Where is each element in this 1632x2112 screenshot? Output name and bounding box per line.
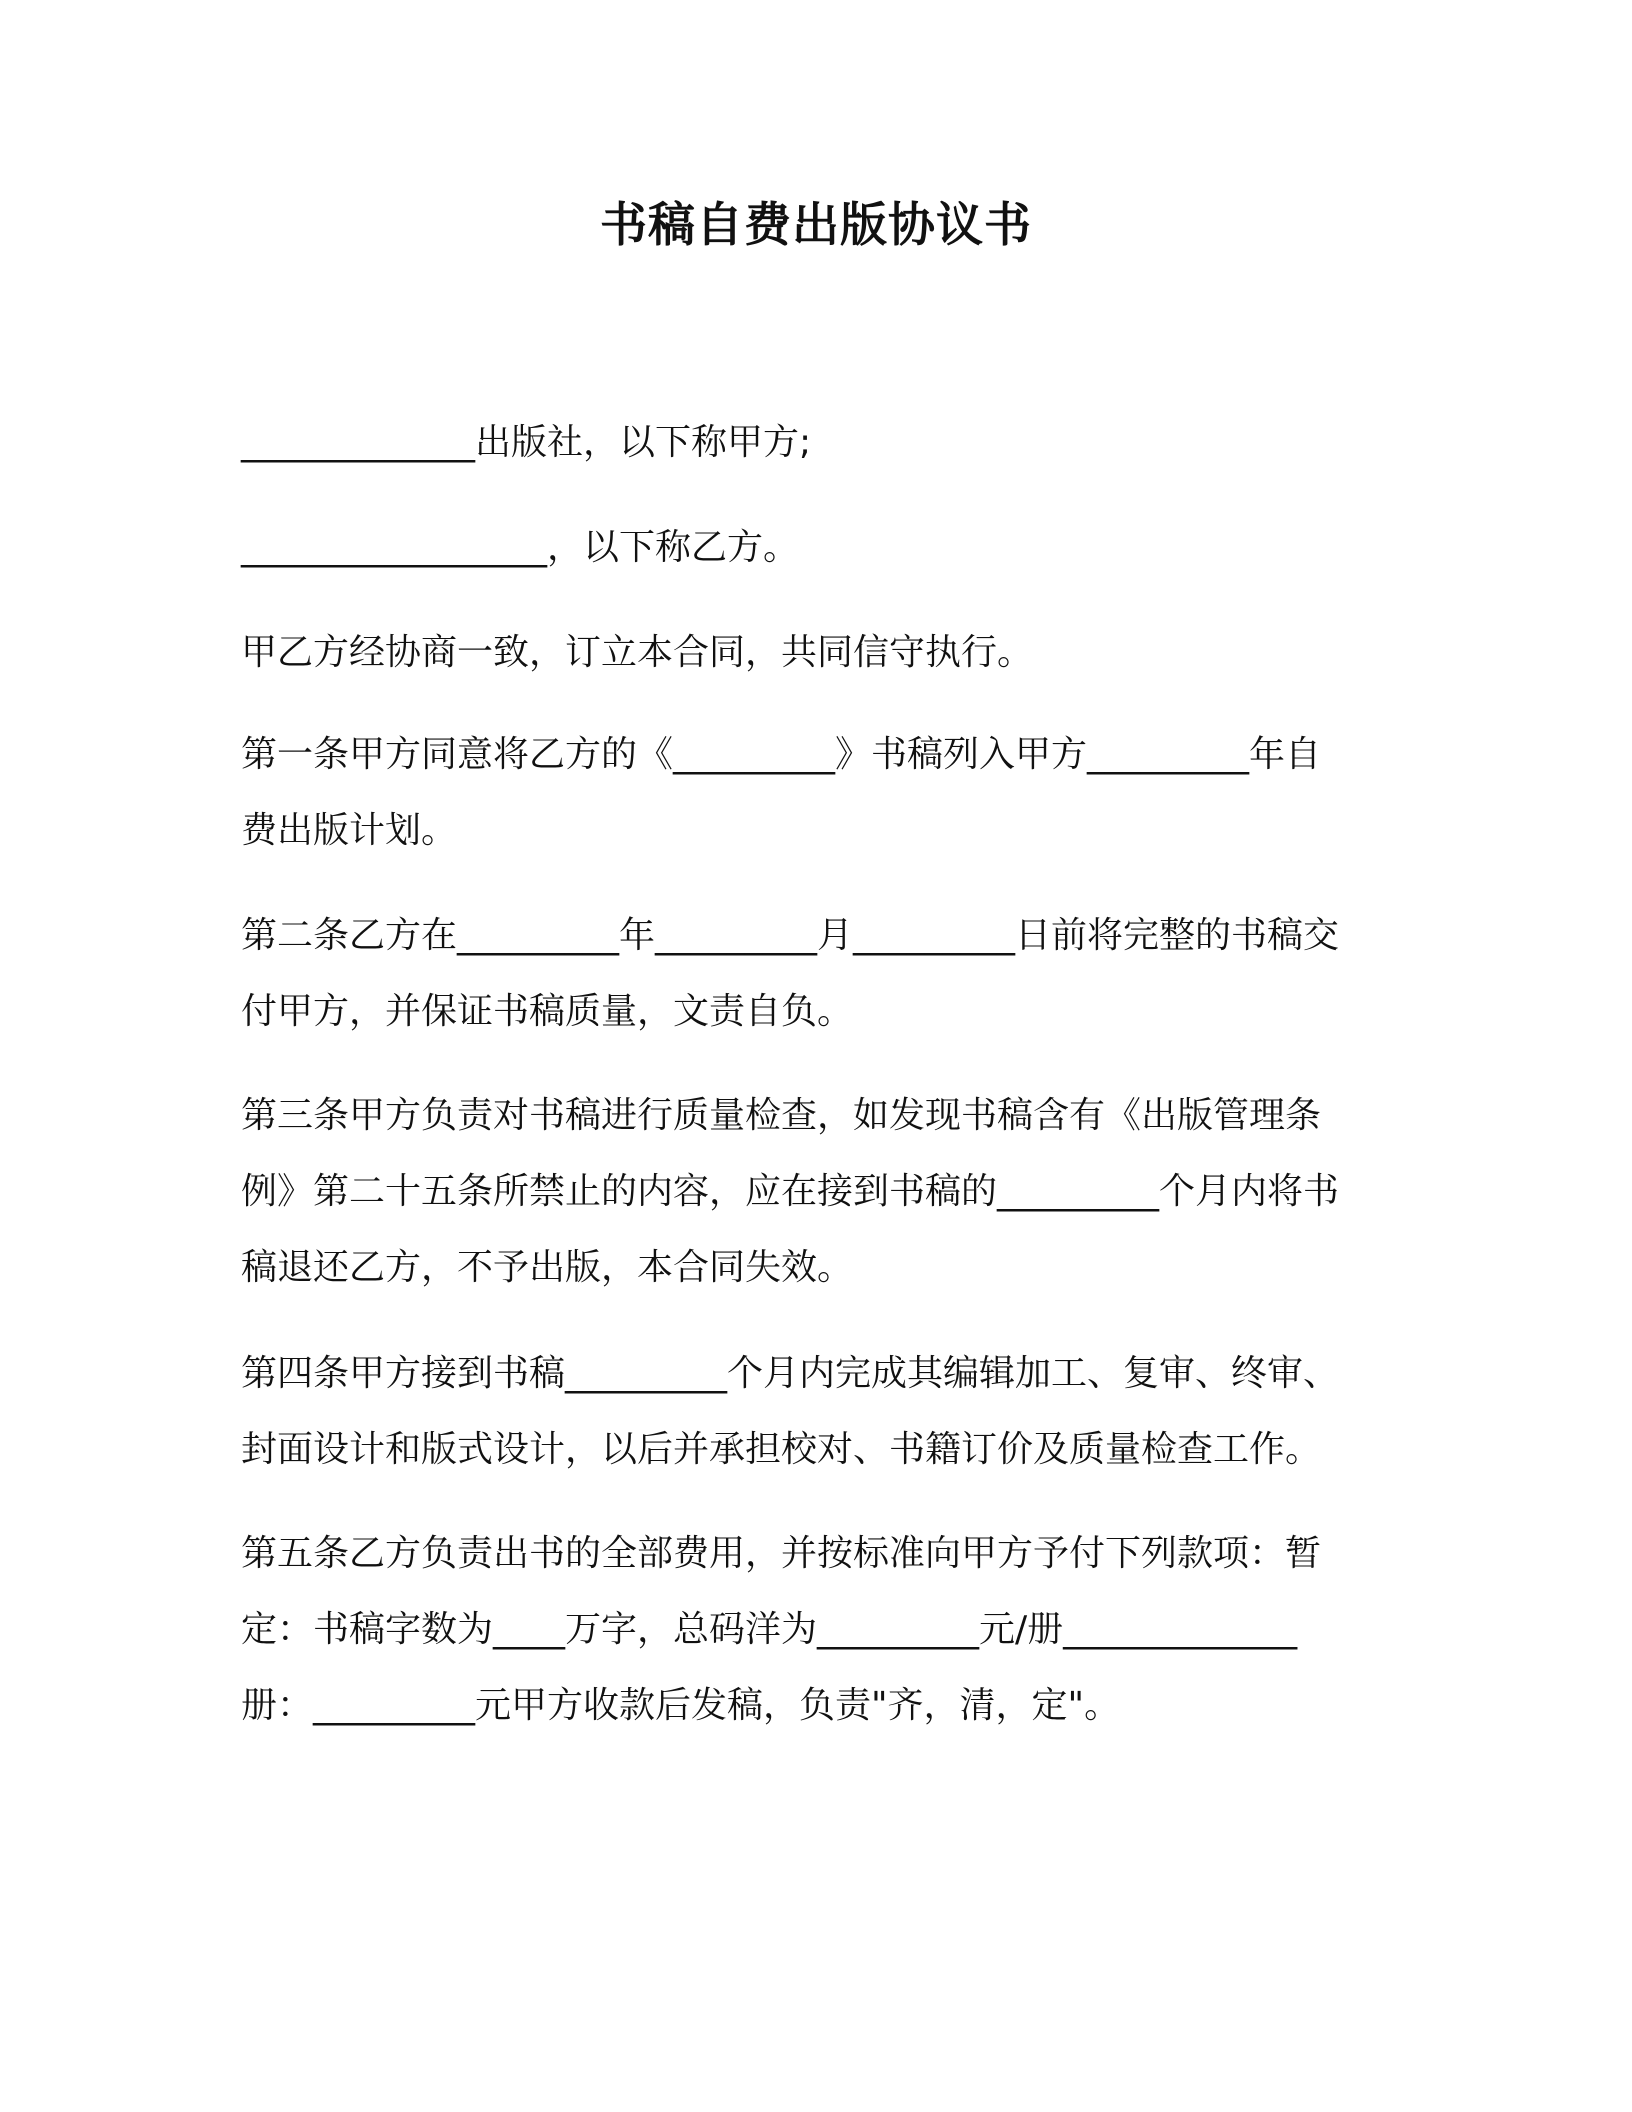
article-2-line-1: 第二条乙方在_________年_________月_________日前将完整的书稿交 [241, 915, 1340, 956]
article-2 [241, 898, 1391, 1050]
article-3-line-3: 稿退还乙方，不予出版，本合同失效。 [241, 1247, 854, 1288]
article-5 [241, 1516, 1391, 1744]
article-1-line-1: 第一条甲方同意将乙方的《_________》书稿列入甲方_________年自 [241, 734, 1322, 775]
article-4-line-1: 第四条甲方接到书稿_________个月内完成其编辑加工、复审、终审、 [241, 1353, 1340, 1394]
article-4 [241, 1336, 1391, 1488]
party-a-line [241, 405, 1391, 481]
document-title: 书稿自费出版协议书 [600, 198, 1032, 253]
article-1 [241, 717, 1391, 869]
article-2-line-2: 付甲方，并保证书稿质量，文责自负。 [241, 991, 854, 1032]
article-3 [241, 1078, 1391, 1306]
agreement-intro [241, 615, 1391, 691]
article-5-line-2: 定：书稿字数为____万字，总码洋为_________元/册_____________ [241, 1609, 1298, 1650]
party-b-line-1: _________________，以下称乙方。 [241, 527, 800, 568]
agreement-intro-line-1: 甲乙方经协商一致，订立本合同，共同信守执行。 [241, 632, 1034, 673]
party-b-line [241, 510, 1391, 586]
article-3-line-2: 例》第二十五条所禁止的内容，应在接到书稿的_________个月内将书 [241, 1171, 1340, 1212]
article-1-line-2: 费出版计划。 [241, 810, 458, 851]
article-3-line-1: 第三条甲方负责对书稿进行质量检查，如发现书稿含有《出版管理条 [241, 1095, 1322, 1136]
article-5-line-3: 册：_________元甲方收款后发稿，负责"齐，清，定"。 [241, 1685, 1121, 1726]
party-a-line-1: _____________出版社，以下称甲方; [241, 422, 812, 463]
article-5-line-1: 第五条乙方负责出书的全部费用，并按标准向甲方予付下列款项：暂 [241, 1533, 1322, 1574]
article-4-line-2: 封面设计和版式设计，以后并承担校对、书籍订价及质量检查工作。 [241, 1429, 1322, 1470]
